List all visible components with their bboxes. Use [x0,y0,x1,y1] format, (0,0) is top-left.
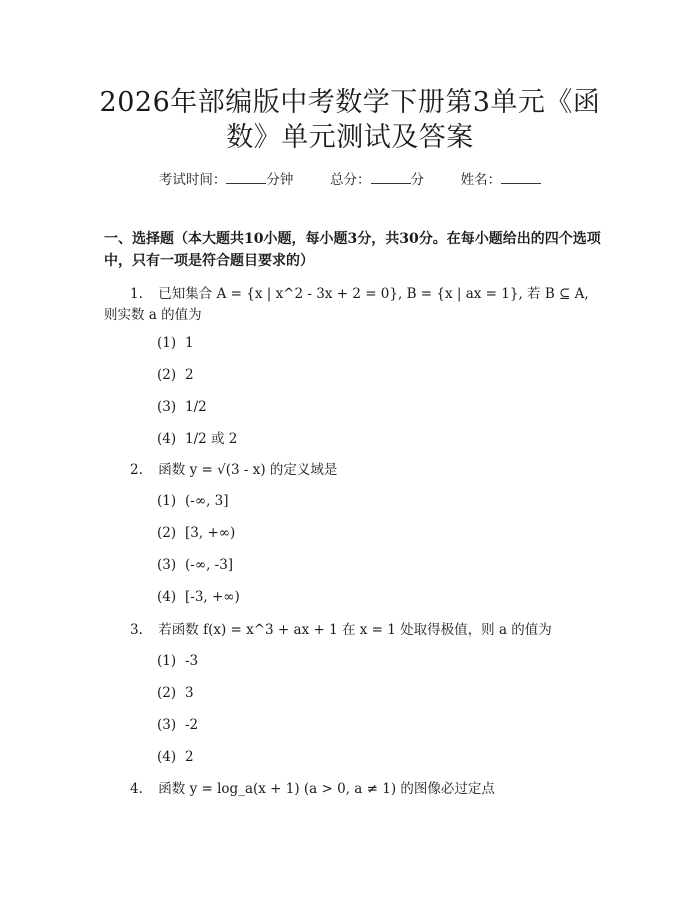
question-2 [104,459,604,481]
option: (3) 1/2 [157,399,207,415]
question-3 [104,619,604,641]
option: (2) [3, +∞) [157,525,236,541]
score-blank [371,169,411,184]
option: (2) 2 [157,367,194,383]
question-number: 4. [130,781,143,797]
question-text: 函数 y = log_a(x + 1) (a > 0, a ≠ 1) 的图像必过定点 [158,781,495,797]
question-number: 2. [130,462,143,478]
question-text: 已知集合 A = {x | x^2 - 3x + 2 = 0}, B = {x | ax = 1}, 若 B ⊆ A, [158,286,589,302]
question-1-text-cont: 则实数 a 的值为 [104,307,202,323]
question-1 [104,283,604,305]
option: (4) 1/2 或 2 [157,431,238,447]
option: (4) 2 [157,749,194,765]
option: (1) 1 [157,335,194,351]
doc-title-line1: 2026年部编版中考数学下册第3单元《函 [99,87,601,118]
name-blank [501,169,541,184]
score-unit: 分 [410,172,424,188]
question-number: 1. [130,286,143,302]
option: (1) (-∞, 3] [157,493,229,509]
doc-title-line2: 数》单元测试及答案 [226,122,474,153]
section-heading: 一、选择题（本大题共10小题，每小题3分，共30分。在每小题给出的四个选项中，只有一项是符合题目要求的） [104,231,601,269]
option: (2) 3 [157,685,194,701]
exam-meta [0,168,700,188]
time-blank [226,169,266,184]
time-unit: 分钟 [266,172,294,188]
question-number: 3. [130,622,143,638]
score-label: 总分： [330,172,371,188]
question-text: 函数 y = √(3 - x) 的定义域是 [158,462,338,478]
option: (4) [-3, +∞) [157,589,240,605]
option: (1) -3 [157,653,199,669]
option: (3) -2 [157,717,199,733]
question-text: 若函数 f(x) = x^3 + ax + 1 在 x = 1 处取得极值，则 a 的值为 [158,622,552,638]
question-4 [104,778,604,800]
name-label: 姓名： [460,172,502,188]
time-label: 考试时间： [158,172,227,188]
option: (3) (-∞, -3] [157,557,234,573]
